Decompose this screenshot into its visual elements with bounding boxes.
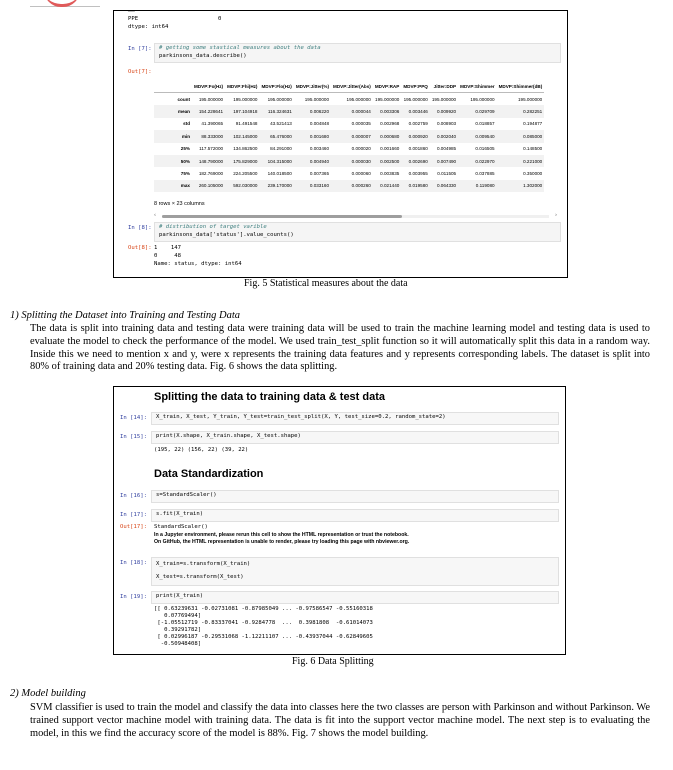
output-line: (195, 22) (156, 22) (39, 22) [154, 447, 249, 453]
code-cell-describe[interactable] [154, 43, 561, 63]
table-header-cell: MDVP:Flo(Hz) [259, 81, 293, 93]
table-cell: 239.170000 [259, 180, 293, 192]
code-comment: # getting some stastical measures about the data [159, 45, 321, 51]
table-header-cell: MDVP:Fo(Hz) [192, 81, 225, 93]
table-cell: 0.119080 [458, 180, 496, 192]
table-cell: 0.019580 [401, 180, 430, 192]
code-line: parkinsons_data.describe() [159, 53, 247, 59]
nbviewer-warning: On GitHub, the HTML representation is unable to render, please try loading this page with nbviewer.org. [154, 539, 410, 545]
table-row [154, 143, 544, 155]
table-cell: 0.002690 [401, 155, 430, 167]
table-cell: 0.000007 [331, 130, 373, 142]
table-cell: 0.221000 [497, 155, 545, 167]
table-cell: 0.022970 [458, 155, 496, 167]
table-cell: 0.002040 [430, 130, 458, 142]
table-cell: 88.333000 [192, 130, 225, 142]
cell-prompt: In [17]: [120, 512, 147, 518]
row-index-label: 25% [180, 146, 190, 152]
row-index-label: mean [154, 105, 192, 117]
table-cell: 197.104918 [225, 105, 259, 117]
table-cell: 195.000000 [267, 96, 292, 102]
table-cell: 0.000044 [331, 105, 373, 117]
table-cell: 195.000000 [346, 96, 371, 102]
notebook-heading-standardization: Data Standardization [154, 468, 264, 480]
code-cell-print-xtrain[interactable] [151, 591, 559, 604]
table-cell: 195.000000 [198, 96, 224, 102]
table-header-cell: MDVP:Fhi(Hz) [225, 81, 259, 93]
table-cell: 154.228641 [192, 105, 225, 117]
table-cell: 0.037885 [475, 171, 495, 177]
table-cell: 0.064330 [430, 180, 458, 192]
cell-prompt: In [16]: [120, 493, 147, 499]
clipped-line: ── [128, 10, 135, 15]
notebook-heading-splitting: Splitting the data to training data & test data [154, 391, 386, 403]
cell-prompt: In [18]: [120, 560, 147, 566]
table-cell: 195.000000 [431, 96, 457, 102]
output-line: [ 0.02996187 -0.29531068 -1.12211107 ... -0.43937044 -0.62849605 [154, 634, 373, 640]
rows-columns-info: 8 rows × 23 columns [154, 201, 205, 207]
table-cell: 0.003446 [401, 105, 430, 117]
table-cell: 195.000000 [233, 96, 258, 102]
output-line: 0.07769494] [154, 613, 202, 619]
table-cell: 0.004985 [436, 146, 457, 152]
scroll-left-arrow-icon[interactable]: ‹ [154, 212, 156, 218]
table-cell: 0.282251 [497, 105, 545, 117]
table-cell: 148.790000 [192, 155, 225, 167]
table-cell: 0.011505 [437, 171, 457, 177]
table-header-cell [154, 81, 192, 93]
table-cell: 592.030000 [225, 180, 259, 192]
table-cell: 0.021440 [373, 180, 402, 192]
table-cell: 195.000000 [470, 96, 495, 102]
table-header-cell: MDVP:Jitter(Abs) [331, 81, 373, 93]
section-paragraph-splitting: The data is split into training data and testing data were training data will be used to train the machine learning model and testing data is used to evaluate the model to check the performance of the model. We used train_test_split function so it will automatically split this data in a random way. Inside this we need to mention x and y, were x represents the training data features and y represents corresponding labels. The dataset is split into 80% of training data and 20% testing data. Fig. 6 shows the data splitting. [30, 323, 650, 373]
output-prompt: Out[7]: [128, 69, 152, 75]
code-line: print(X_train) [156, 593, 204, 599]
table-cell: 84.291000 [270, 146, 292, 152]
output-line: -0.50948408] [154, 641, 202, 647]
code-comment: # distribution of target varible [159, 224, 267, 230]
table-row [154, 118, 544, 130]
output-prompt: Out[17]: [120, 524, 147, 530]
output-line: 0 48 [154, 253, 181, 259]
table-header-cell: Jitter:DDP [430, 81, 458, 93]
table-cell: 1.302000 [497, 180, 545, 192]
header-logo-fragment [30, 0, 100, 7]
table-cell: 224.205500 [233, 171, 258, 177]
table-header-cell: MDVP:PPQ [401, 81, 430, 93]
code-cell-value-counts[interactable] [154, 222, 561, 242]
row-index-label: std [183, 121, 190, 127]
figure-5-screenshot [113, 10, 568, 278]
table-row [154, 93, 544, 106]
table-cell: 0.194877 [523, 121, 543, 127]
table-cell: 195.000000 [304, 96, 330, 102]
table-cell: 0.000260 [331, 180, 373, 192]
table-cell: 104.315000 [259, 155, 293, 167]
table-cell: 0.000680 [373, 130, 402, 142]
code-line: X_test=s.transform(X_test) [156, 574, 244, 580]
scroll-right-arrow-icon[interactable]: › [555, 212, 557, 218]
cell-prompt: In [19]: [120, 594, 147, 600]
scroll-thumb[interactable] [162, 215, 402, 218]
table-header-row [154, 81, 544, 93]
table-cell: 0.148500 [523, 146, 543, 152]
output-line: Name: status, dtype: int64 [154, 261, 242, 267]
table-cell: 0.029709 [458, 105, 496, 117]
table-header-cell: MDVP:Shimmer [458, 81, 496, 93]
trust-notebook-warning: In a Jupyter environment, please rerun this cell to show the HTML representation or trust the notebook. [154, 532, 409, 538]
table-cell: 0.009540 [458, 130, 496, 142]
section-paragraph-model-building: SVM classifier is used to train the model and classify the data into classes here the two classes are person with Parkinson and without Parkinson. We trained support vector machine model with training data. The data is fit into the support vector machine model. The next step is to evaluating the model, in this we find the accuracy score of the model is 88%. Fig. 7 shows the model building. [30, 702, 650, 739]
table-header-cell: MDVP:Shimmer(dB) [497, 81, 545, 93]
figure-6-screenshot [113, 386, 566, 655]
table-cell: 116.324631 [259, 105, 293, 117]
output-line: StandardScaler() [154, 524, 208, 530]
table-header-cell: MDVP:RAP [373, 81, 402, 93]
table-cell: 0.016505 [475, 146, 495, 152]
section-heading-model-building: 2) Model building [10, 688, 86, 699]
table-row [154, 105, 544, 117]
series-value: 0 [218, 16, 222, 22]
output-line: [[ 0.63239631 -0.02731081 -0.87985049 ... -0.97586547 -0.55160318 [154, 606, 373, 612]
table-row [154, 167, 544, 179]
logo-arc [44, 0, 80, 7]
table-cell: 65.476000 [259, 130, 293, 142]
table-cell: 134.862500 [233, 146, 258, 152]
table-cell: 0.000060 [351, 171, 371, 177]
table-cell: 0.002968 [380, 121, 400, 127]
table-cell: 182.769000 [198, 171, 224, 177]
table-cell: 0.006220 [294, 105, 331, 117]
table-cell: 0.003460 [309, 146, 330, 152]
table-cell: 0.007365 [309, 171, 330, 177]
figure-6-caption: Fig. 6 Data Splitting [292, 656, 374, 667]
table-row [154, 155, 544, 167]
table-cell: 0.008903 [436, 121, 457, 127]
table-cell: 0.001860 [408, 146, 428, 152]
code-cell-scaler[interactable] [151, 490, 559, 503]
table-cell: 117.572000 [199, 146, 224, 152]
row-index-label: max [154, 180, 192, 192]
table-cell: 0.004940 [294, 155, 331, 167]
table-cell: 0.003306 [373, 105, 402, 117]
table-row [154, 130, 544, 142]
table-cell: 0.085000 [497, 130, 545, 142]
table-cell: 0.000920 [401, 130, 430, 142]
table-cell: 195.000000 [375, 96, 400, 102]
dtype-line: dtype: int64 [128, 24, 169, 30]
table-cell: 260.105000 [192, 180, 225, 192]
figure-5-caption: Fig. 5 Statistical measures about the data [244, 278, 408, 289]
table-cell: 195.000000 [517, 96, 543, 102]
table-cell: 175.829000 [225, 155, 259, 167]
output-prompt: Out[8]: [128, 245, 152, 251]
section-heading-splitting: 1) Splitting the Dataset into Training and Testing Data [10, 310, 241, 321]
table-cell: 0.000020 [351, 146, 371, 152]
row-index-label: 50% [154, 155, 192, 167]
table-cell: 0.000035 [351, 121, 371, 127]
table-cell: 43.521413 [270, 121, 292, 127]
table-body [154, 93, 544, 193]
code-line: s.fit(X_train) [156, 511, 204, 517]
table-cell: 0.002759 [408, 121, 428, 127]
code-cell-fit[interactable] [151, 509, 559, 522]
row-index-label: min [154, 130, 192, 142]
output-line: 0.39291782] [154, 627, 202, 633]
code-line: X_train, X_test, Y_train, Y_test=train_test_split(X, Y, test_size=0.2, random_state=2) [156, 414, 446, 420]
table-cell: 0.003955 [408, 171, 428, 177]
code-line: parkinsons_data['status'].value_counts() [159, 232, 294, 238]
row-index-label: 75% [180, 171, 190, 177]
horizontal-scrollbar[interactable] [154, 214, 557, 219]
code-line: print(X.shape, X_train.shape, X_test.shape) [156, 433, 301, 439]
describe-table [154, 81, 544, 192]
table-header-cell: MDVP:Jitter(%) [294, 81, 331, 93]
table-cell: 0.018857 [475, 121, 495, 127]
table-cell: 0.003835 [380, 171, 400, 177]
table-cell: 0.000030 [331, 155, 373, 167]
cell-prompt: In [14]: [120, 415, 147, 421]
table-cell: 195.000000 [403, 96, 428, 102]
code-line: s=StandardScaler() [156, 492, 217, 498]
code-cell-train-test-split[interactable] [151, 412, 559, 425]
table-cell: 0.350000 [523, 171, 543, 177]
table-cell: 0.004848 [309, 121, 330, 127]
series-line-ppe [128, 16, 222, 23]
table-cell: 0.009920 [430, 105, 458, 117]
code-cell-print-shapes[interactable] [151, 431, 559, 444]
table-cell: 41.390065 [201, 121, 224, 127]
code-cell-transform[interactable] [151, 557, 559, 586]
output-line: [-1.05512719 -0.83337041 -0.9284778 ... 0.3981808 -0.61014073 [154, 620, 373, 626]
table-cell: 0.001660 [380, 146, 400, 152]
series-name: PPE [128, 16, 139, 22]
table-cell: 140.018500 [267, 171, 292, 177]
table-row [154, 180, 544, 192]
table-cell: 0.001680 [294, 130, 331, 142]
table-cell: 0.002500 [373, 155, 402, 167]
cell-prompt: In [7]: [128, 46, 152, 52]
table-cell: 0.033160 [294, 180, 331, 192]
table-cell: 91.491548 [235, 121, 258, 127]
output-line: 1 147 [154, 245, 181, 251]
cell-prompt: In [15]: [120, 434, 147, 440]
row-index-label: count [177, 96, 190, 102]
cell-prompt: In [8]: [128, 225, 152, 231]
table-cell: 102.145000 [225, 130, 259, 142]
table-cell: 0.007490 [430, 155, 458, 167]
code-line: X_train=s.transform(X_train) [156, 561, 251, 567]
